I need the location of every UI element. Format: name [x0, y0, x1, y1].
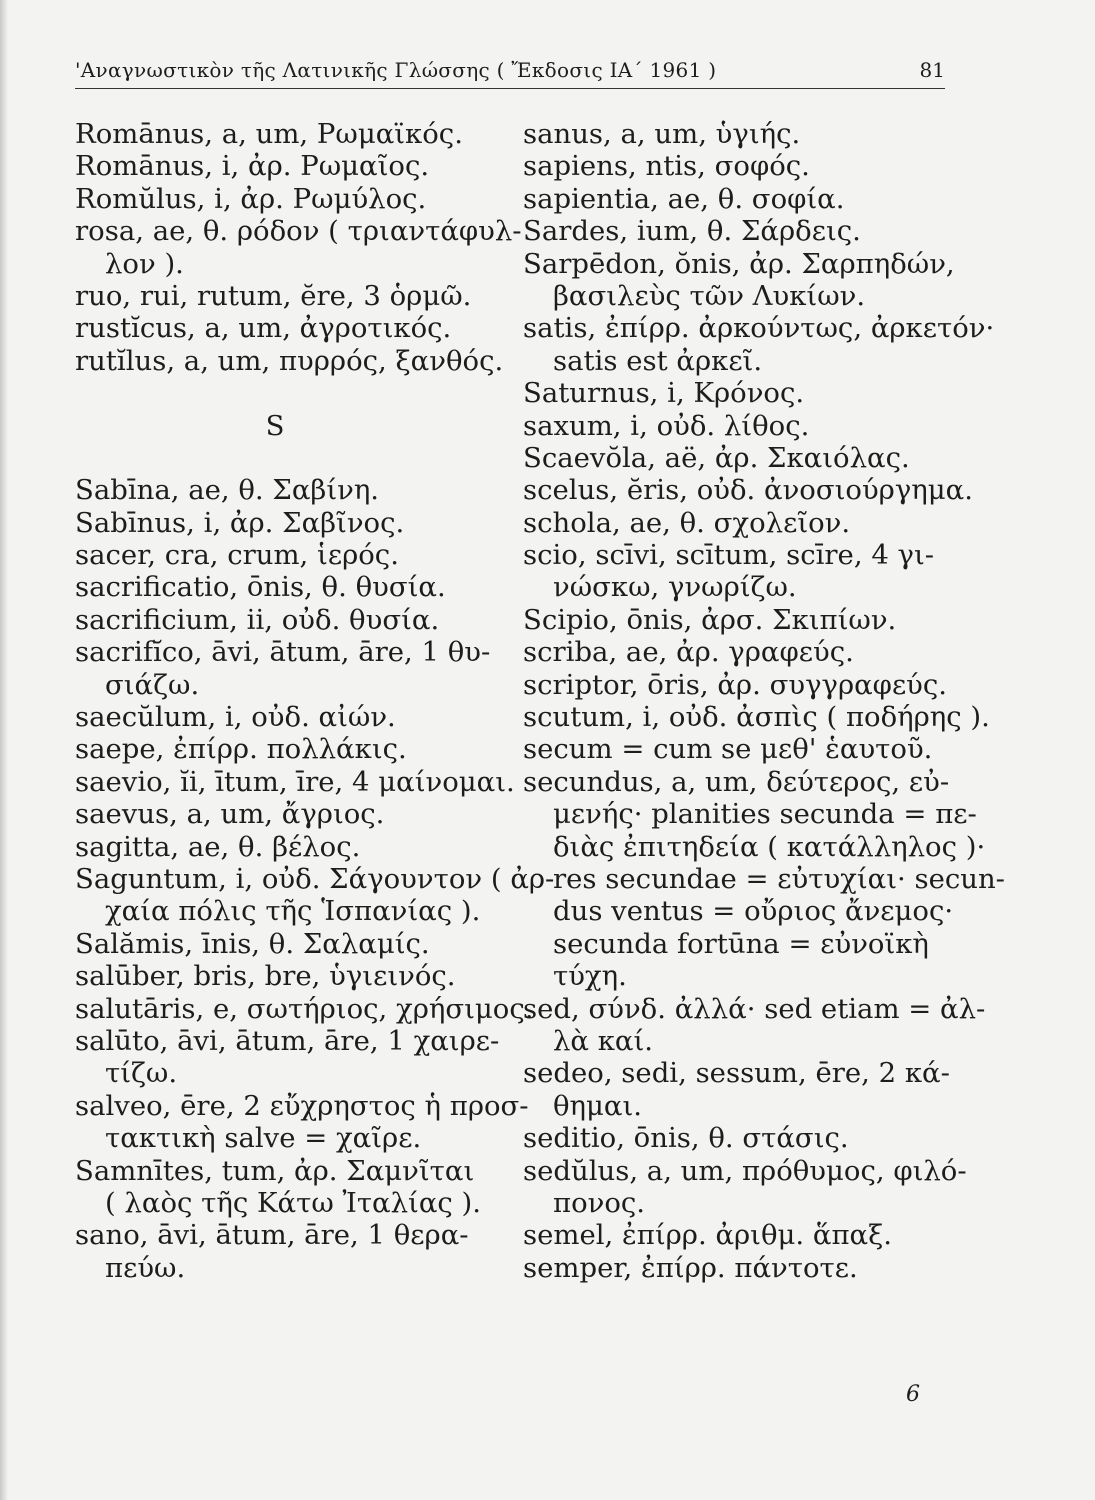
entry-continuation: πονος.: [553, 1186, 646, 1219]
entry-line: Romānus, i, ἀρ. Ρωμαῖος.: [75, 150, 430, 183]
entry-line: scelus, ĕris, οὐδ. ἀνοσιούργημα.: [523, 474, 973, 507]
entry-line: Scipio, ōnis, ἀρσ. Σκιπίων.: [523, 603, 897, 636]
entry-line: saevus, a, um, ἄγριος.: [75, 798, 385, 831]
entry-line: Romānus, a, um, Ρωμαϊκός.: [75, 118, 463, 150]
entry-line: sanus, a, um, ὑγιής.: [523, 118, 801, 150]
entry-line: sapientia, ae, θ. σοφία.: [523, 182, 845, 215]
entry-line: Scaevŏla, aë, ἀρ. Σκαιόλας.: [523, 441, 910, 474]
entry-line: saevio, ĭi, ītum, īre, 4 μαίνομαι.: [75, 765, 515, 798]
entry-line: saecŭlum, i, οὐδ. αἰών.: [75, 701, 396, 734]
entry-line: sapiens, ntis, σοφός.: [523, 150, 810, 183]
entry-line: Samnītes, tum, ἀρ. Σαμνῖται: [75, 1154, 475, 1187]
entry-continuation: μενής· planities secunda = πε-: [553, 798, 977, 831]
entry-line: sedŭlus, a, um, πρόθυμος, φιλό-: [523, 1154, 967, 1187]
entry-line: scriptor, ōris, ἀρ. συγγραφεύς.: [523, 668, 948, 701]
entry-continuation: dus ventus = οὔριος ἄνεμος·: [553, 895, 954, 928]
entry-line: sedeo, sedi, sessum, ēre, 2 κά-: [523, 1057, 950, 1090]
right-column: [523, 118, 1005, 1284]
entry-line: ruo, rui, rutum, ĕre, 3 ὁρμῶ.: [75, 279, 472, 312]
entry-continuation: λὰ καί.: [553, 1024, 654, 1057]
entry-line: Romŭlus, i, ἀρ. Ρωμύλος.: [75, 182, 427, 215]
entry-line: Sarpēdon, ŏnis, ἀρ. Σαρπηδών,: [523, 247, 955, 280]
entry-line: sano, āvi, ātum, āre, 1 θερα-: [75, 1219, 469, 1252]
entry-continuation: σιάζω.: [105, 668, 200, 701]
entry-continuation: πεύω.: [105, 1251, 186, 1284]
entry-continuation: τίζω.: [105, 1057, 178, 1090]
entry-line: Sabīnus, i, ἀρ. Σαβῖνος.: [75, 506, 405, 539]
entry-continuation: νώσκω, γνωρίζω.: [553, 571, 797, 604]
entry-line: sacer, cra, crum, ἱερός.: [75, 539, 399, 572]
running-head: [75, 44, 945, 89]
entry-line: Saguntum, i, οὐδ. Σάγουντον ( ἀρ-: [75, 862, 555, 895]
entry-line: scutum, i, οὐδ. ἀσπὶς ( ποδήρης ).: [523, 701, 990, 734]
entry-line: rustĭcus, a, um, ἀγροτικός.: [75, 312, 452, 345]
entry-continuation: secunda fortūna = εὐνοϊκὴ: [553, 927, 929, 960]
entry-line: secum = cum se μεθ' ἑαυτοῦ.: [523, 733, 933, 766]
entry-line: sacrifĭco, āvi, ātum, āre, 1 θυ-: [75, 636, 491, 669]
entry-continuation: satis est ἀρκεῖ.: [553, 344, 763, 377]
entry-continuation: ( λαὸς τῆς Κάτω Ἰταλίας ).: [105, 1186, 482, 1219]
entry-continuation: res secundae = εὐτυχίαι· secun-: [553, 862, 1005, 895]
section-letter: S: [265, 409, 285, 442]
entry-line: rutĭlus, a, um, πυρρός, ξανθός.: [75, 344, 504, 377]
page-number: 81: [919, 58, 945, 82]
entry-line: satis, ἐπίρρ. ἀρκούντως, ἀρκετόν·: [523, 312, 995, 345]
entry-line: scriba, ae, ἀρ. γραφεύς.: [523, 636, 854, 669]
entry-line: Saturnus, i, Κρόνος.: [523, 377, 805, 410]
running-title: 'Αναγνωστικὸν τῆς Λατινικῆς Γλώσσης ( Ἔκδοσις ΙΑ΄ 1961 ): [75, 58, 717, 82]
entry-line: salūber, bris, bre, ὑγιεινός.: [75, 960, 456, 993]
entry-line: rosa, ae, θ. ρόδον ( τριαντάφυλ-: [75, 215, 522, 248]
entry-continuation: τακτικὴ salve = χαῖρε.: [105, 1122, 422, 1155]
entry-continuation: βασιλεὺς τῶν Λυκίων.: [553, 279, 866, 312]
entry-line: saepe, ἐπίρρ. πολλάκις.: [75, 733, 407, 766]
entry-line: seditio, ōnis, θ. στάσις.: [523, 1122, 849, 1155]
entry-line: sacrificatio, ōnis, θ. θυσία.: [75, 571, 446, 604]
entry-line: schola, ae, θ. σχολεῖον.: [523, 506, 851, 539]
page-edge-shadow: [0, 0, 8, 1500]
entry-continuation: χαία πόλις τῆς Ἱσπανίας ).: [105, 895, 481, 928]
blank-line: [75, 377, 515, 409]
entry-line: secundus, a, um, δεύτερος, εὐ-: [523, 765, 950, 798]
entry-line: semel, ἐπίρρ. ἀριθμ. ἅπαξ.: [523, 1219, 892, 1252]
entry-line: sacrificium, ii, οὐδ. θυσία.: [75, 603, 440, 636]
entry-continuation: διὰς ἐπιτηδεία ( κατάλληλος )·: [553, 830, 986, 863]
entry-line: Salămis, īnis, θ. Σαλαμίς.: [75, 927, 430, 960]
entry-line: Sabīna, ae, θ. Σαβίνη.: [75, 474, 380, 507]
blank-line: [75, 442, 515, 474]
entry-continuation: λον ).: [105, 247, 184, 280]
entry-line: sagitta, ae, θ. βέλος.: [75, 830, 361, 863]
entry-line: semper, ἐπίρρ. πάντοτε.: [523, 1251, 858, 1284]
entry-line: Sardes, ium, θ. Σάρδεις.: [523, 215, 861, 248]
entry-line: salveo, ēre, 2 εὔχρηστος ἡ προσ-: [75, 1089, 529, 1122]
entry-line: sed, σύνδ. ἀλλά· sed etiam = ἀλ-: [523, 992, 986, 1025]
entry-line: scio, scīvi, scītum, scīre, 4 γι-: [523, 539, 935, 572]
entry-line: salūto, āvi, ātum, āre, 1 χαιρε-: [75, 1024, 500, 1057]
left-column: [75, 118, 555, 1284]
entry-line: saxum, i, οὐδ. λίθος.: [523, 409, 810, 442]
entry-line: salutāris, e, σωτήριος, χρήσιμος.: [75, 992, 534, 1025]
entry-continuation: τύχη.: [553, 960, 627, 993]
entry-continuation: θημαι.: [553, 1089, 642, 1122]
signature-mark: 6: [906, 1382, 920, 1407]
